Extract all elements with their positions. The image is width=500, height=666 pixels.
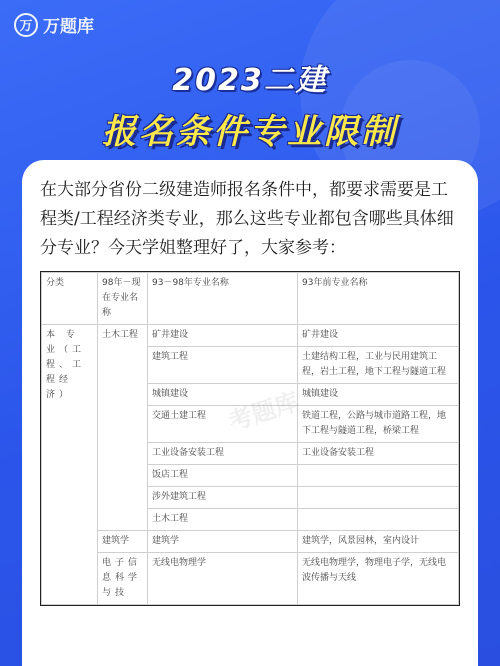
table-cell [298,487,459,509]
header-cell: 98年－现在专业名称 [98,273,148,325]
brand-logo-icon: 万 [14,13,38,37]
category-cell: 本 专 业（工程、工程经济） [42,325,98,605]
table-cell [298,465,459,487]
title-line-1: 2023二建 [172,63,328,98]
content-card [22,160,478,666]
header-cell: 分类 [42,273,98,325]
table-cell: 无线电物理学 [148,553,298,605]
watermark: 考题库 [225,387,303,437]
brand-name: 万题库 [43,17,94,37]
table-cell: 无线电物理学，物理电子学，无线电波传播与天线 [298,553,459,605]
title-line-2: 报名条件专业限制 [102,112,398,152]
table-cell: 建筑工程 [148,347,298,384]
table-cell: 矿井建设 [298,325,459,347]
table-cell: 铁道工程，公路与城市道路工程，地下工程与隧道工程，桥梁工程 [298,406,459,443]
major-table [40,271,460,606]
table-cell: 饭店工程 [148,465,298,487]
table-cell: 建筑学 [148,531,298,553]
table-cell: 矿井建设 [148,325,298,347]
table-cell: 城镇建设 [298,384,459,406]
table-cell [298,509,459,531]
table-header-row [42,273,459,325]
header-cell: 93年前专业名称 [298,273,459,325]
table-row [42,553,459,605]
table-cell: 工业设备安装工程 [298,443,459,465]
header-cell: 93－98年专业名称 [148,273,298,325]
brand [14,12,94,37]
table-row [42,325,459,347]
table-cell: 工业设备安装工程 [148,443,298,465]
table-cell: 交通土建工程 [148,406,298,443]
table-cell: 土木工程 [148,509,298,531]
table-row [42,531,459,553]
table-cell: 涉外建筑工程 [148,487,298,509]
major-cell: 土木工程 [98,325,148,531]
major-cell: 建筑学 [98,531,148,553]
table-cell: 城镇建设 [148,384,298,406]
table-cell: 建筑学，风景园林，室内设计 [298,531,459,553]
table-cell: 土建结构工程，工业与民用建筑工程，岩土工程，地下工程与隧道工程 [298,347,459,384]
major-cell: 电子信息科学与技 [98,553,148,605]
intro-text: 在大部分省份二级建造师报名条件中，都要求需要是工程类/工程经济类专业，那么这些专业都包含哪些具体细分专业？今天学姐整理好了，大家参考： [40,180,454,258]
